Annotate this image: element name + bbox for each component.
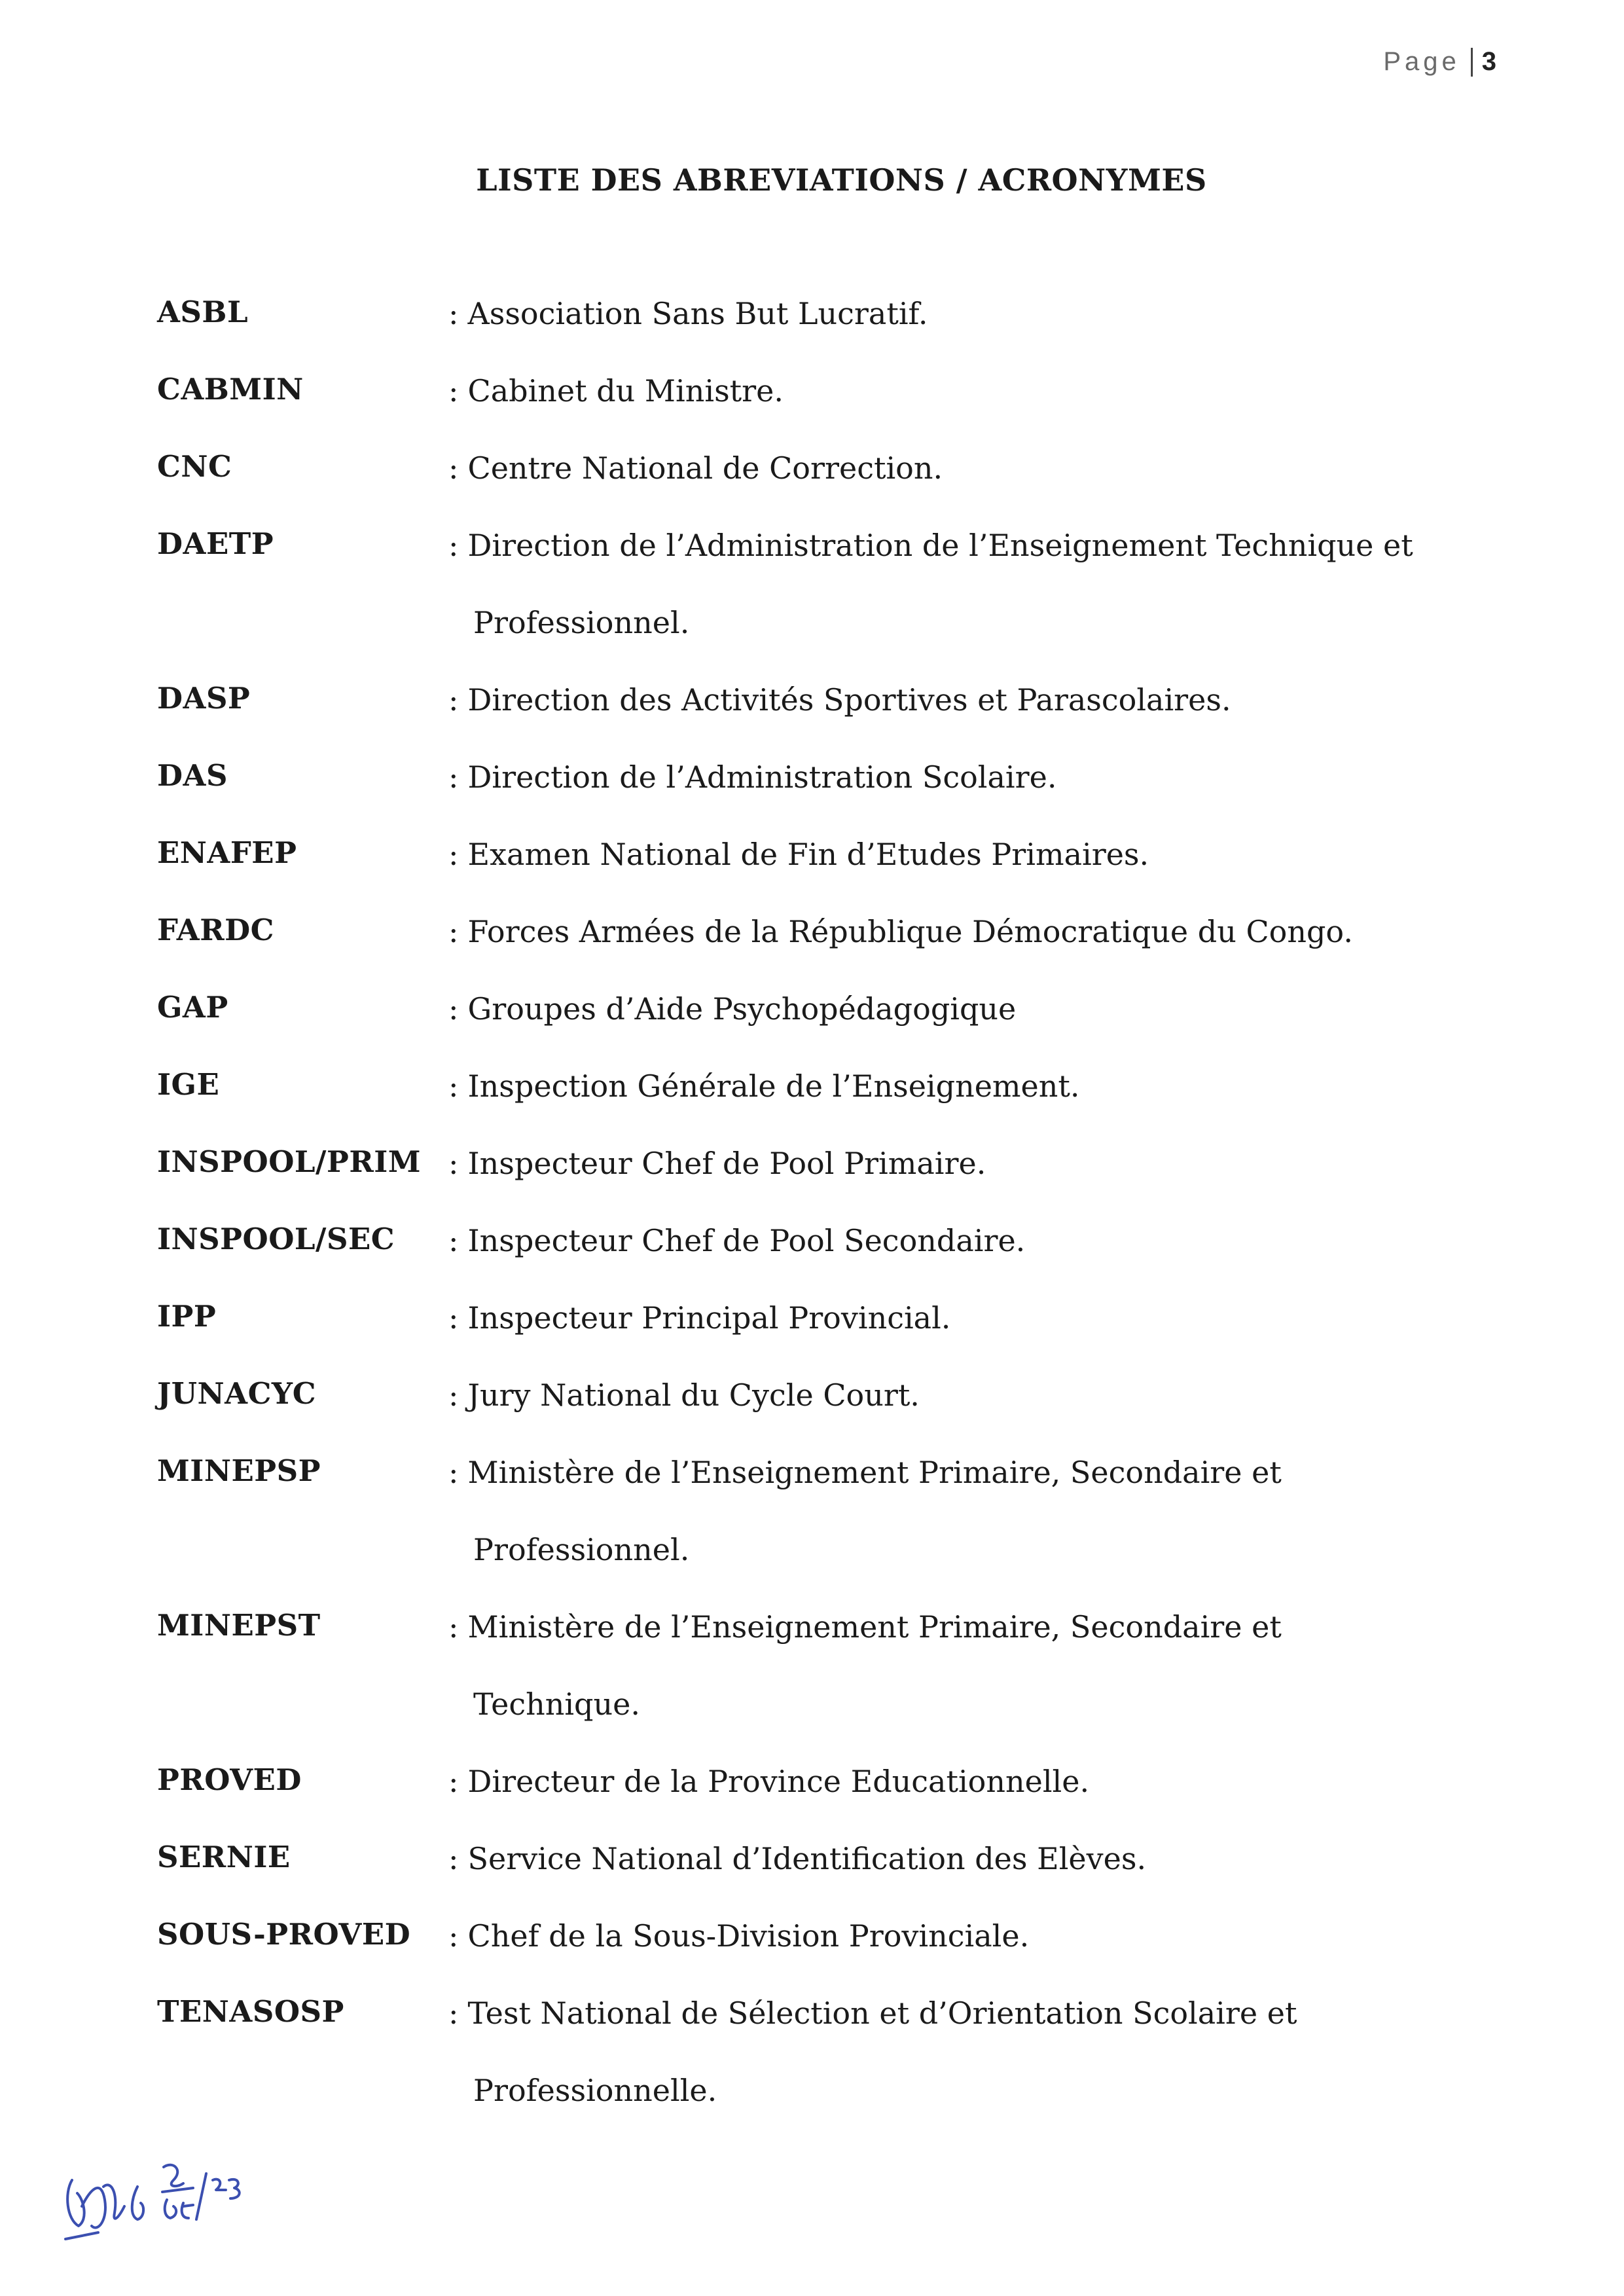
definition-colon: :	[448, 1609, 459, 1645]
abbreviation-definition	[448, 352, 1502, 429]
abbreviation-definition	[448, 1434, 1502, 1588]
page-separator	[1471, 48, 1473, 77]
abbreviation-term: MINEPST	[157, 1608, 321, 1643]
definition-continuation: Professionnel.	[473, 1532, 690, 1567]
abbreviation-definition	[448, 1048, 1502, 1125]
abbreviation-definition	[448, 1897, 1502, 1975]
abbreviation-term: DASP	[157, 681, 251, 716]
abbreviation-term: SERNIE	[157, 1840, 291, 1874]
abbreviation-definition	[448, 1125, 1502, 1202]
page-label: Page	[1383, 47, 1460, 76]
abbreviation-term: FARDC	[157, 913, 274, 947]
abbreviation-definition	[448, 970, 1502, 1048]
abbreviation-definition	[448, 275, 1502, 352]
definition-colon: :	[448, 1764, 459, 1799]
definition-colon: :	[448, 1995, 459, 2031]
definition-text: Cabinet du Ministre.	[467, 373, 784, 409]
definition-continuation: Technique.	[473, 1686, 640, 1722]
definition-colon: :	[448, 1068, 459, 1104]
definition-text: Examen National de Fin d’Etudes Primaires.	[467, 837, 1149, 872]
definition-colon: :	[448, 1841, 459, 1876]
definition-colon: :	[448, 373, 459, 409]
abbreviation-term: ASBL	[157, 295, 249, 329]
definition-text: Inspecteur Principal Provincial.	[467, 1300, 951, 1336]
abbreviation-definition	[448, 738, 1502, 816]
definition-text: Directeur de la Province Educationnelle.	[467, 1764, 1090, 1799]
abbreviation-definition	[448, 1743, 1502, 1820]
page-number: 3	[1481, 47, 1496, 76]
abbreviation-definition	[448, 1820, 1502, 1897]
abbreviation-definition	[448, 661, 1502, 738]
abbreviation-term: CABMIN	[157, 372, 304, 407]
definition-colon: :	[448, 296, 459, 331]
definition-continuation: Professionnel.	[473, 605, 690, 640]
abbreviation-term: TENASOSP	[157, 1994, 344, 2029]
abbreviation-term: GAP	[157, 990, 228, 1025]
definition-text: Direction de l’Administration Scolaire.	[467, 759, 1057, 795]
abbreviation-term: CNC	[157, 449, 232, 484]
abbreviation-definition	[448, 1357, 1502, 1434]
abbreviation-definition	[448, 893, 1502, 970]
abbreviation-term: SOUS-PROVED	[157, 1917, 411, 1952]
handwritten-signature	[52, 2141, 288, 2252]
definition-colon: :	[448, 1300, 459, 1336]
definition-text: Centre National de Correction.	[467, 450, 943, 486]
abbreviation-term: INSPOOL/SEC	[157, 1222, 395, 1256]
definition-colon: :	[448, 528, 459, 563]
definition-text: Service National d’Identification des Elèves.	[467, 1841, 1147, 1876]
definition-colon: :	[448, 450, 459, 486]
definition-colon: :	[448, 1918, 459, 1954]
definition-text: Direction de l’Administration de l’Enseignement Technique et	[467, 528, 1413, 563]
definition-text: Chef de la Sous-Division Provinciale.	[467, 1918, 1030, 1954]
definition-text: Direction des Activités Sportives et Parascolaires.	[467, 682, 1231, 718]
abbreviation-definition	[448, 507, 1502, 661]
definition-colon: :	[448, 914, 459, 949]
abbreviation-term: INSPOOL/PRIM	[157, 1144, 422, 1179]
definition-text: Jury National du Cycle Court.	[467, 1377, 920, 1413]
definition-colon: :	[448, 991, 459, 1027]
definition-text: Test National de Sélection et d’Orientation Scolaire et	[467, 1995, 1297, 2031]
definition-text: Ministère de l’Enseignement Primaire, Secondaire et	[467, 1455, 1282, 1490]
definition-text: Inspecteur Chef de Pool Primaire.	[467, 1146, 986, 1181]
abbreviation-definition	[448, 816, 1502, 893]
abbreviation-definition	[448, 1279, 1502, 1357]
abbreviation-term: IGE	[157, 1067, 220, 1102]
page-header	[1383, 47, 1496, 77]
definition-text: Association Sans But Lucratif.	[467, 296, 928, 331]
abbreviation-term: DAS	[157, 758, 228, 793]
definition-colon: :	[448, 682, 459, 718]
definition-continuation: Professionnelle.	[473, 2073, 717, 2108]
abbreviation-definition	[448, 1202, 1502, 1279]
definition-colon: :	[448, 1377, 459, 1413]
definition-colon: :	[448, 1146, 459, 1181]
definition-colon: :	[448, 1223, 459, 1258]
document-title: LISTE DES ABREVIATIONS / ACRONYMES	[476, 162, 1207, 198]
abbreviation-term: JUNACYC	[157, 1376, 317, 1411]
abbreviation-term: PROVED	[157, 1762, 302, 1797]
definition-colon: :	[448, 759, 459, 795]
abbreviation-term: DAETP	[157, 526, 274, 561]
definition-text: Groupes d’Aide Psychopédagogique	[467, 991, 1017, 1027]
abbreviation-definition	[448, 1975, 1502, 2129]
abbreviation-definition	[448, 1588, 1502, 1743]
abbreviation-definition	[448, 429, 1502, 507]
abbreviation-term: ENAFEP	[157, 835, 297, 870]
definition-colon: :	[448, 1455, 459, 1490]
definition-colon: :	[448, 837, 459, 872]
abbreviation-term: IPP	[157, 1299, 217, 1334]
definition-text: Inspecteur Chef de Pool Secondaire.	[467, 1223, 1026, 1258]
definition-text: Inspection Générale de l’Enseignement.	[467, 1068, 1080, 1104]
abbreviation-term: MINEPSP	[157, 1453, 321, 1488]
definition-text: Forces Armées de la République Démocratique du Congo.	[467, 914, 1353, 949]
definition-text: Ministère de l’Enseignement Primaire, Secondaire et	[467, 1609, 1282, 1645]
